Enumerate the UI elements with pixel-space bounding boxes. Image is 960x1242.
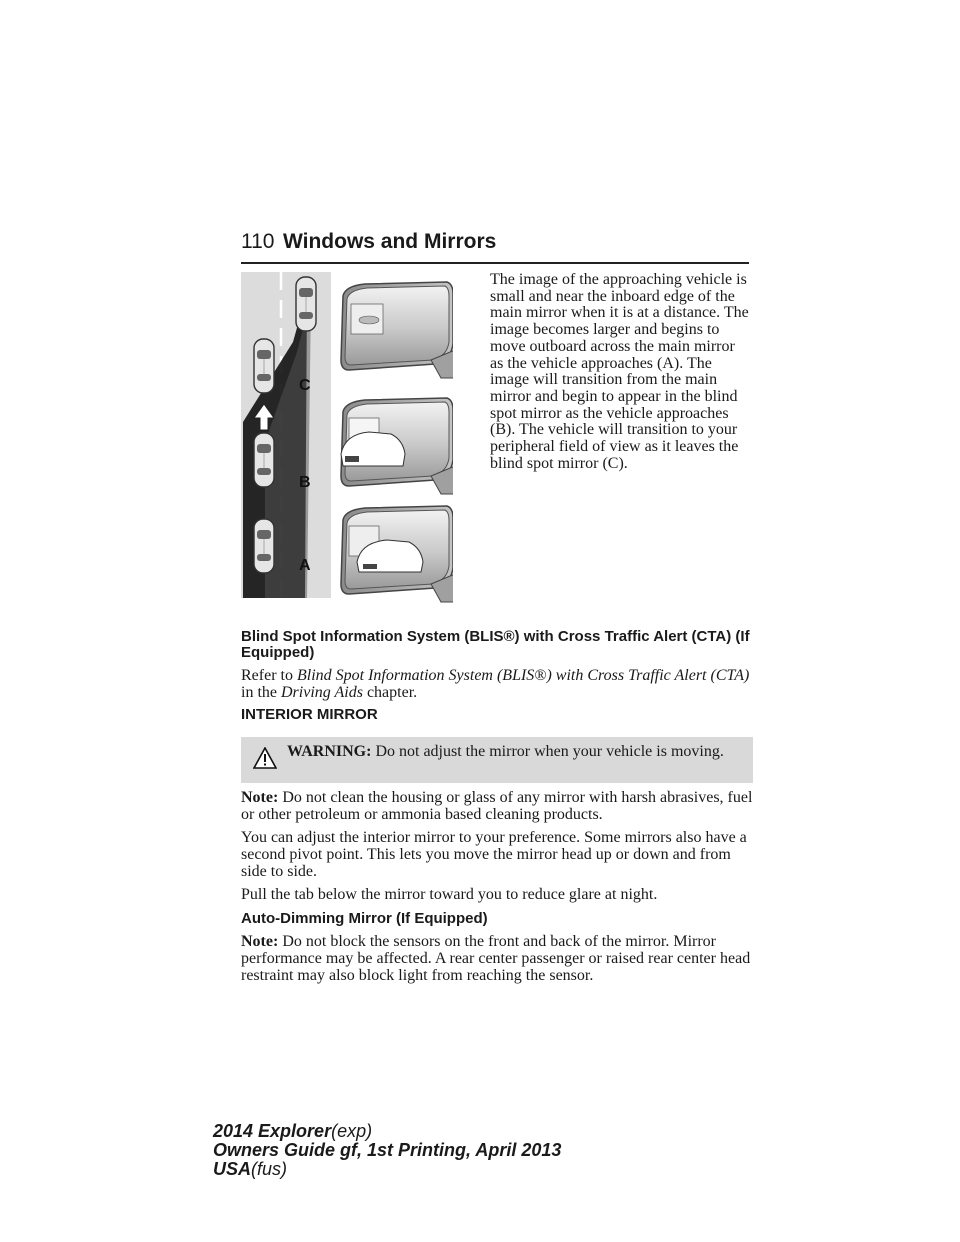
- page-header: [241, 230, 749, 264]
- blis-heading: Blind Spot Information System (BLIS®) with Cross Traffic Alert (CTA) (If Equipped): [241, 628, 750, 661]
- note-sensors: Note: Do not block the sensors on the front and back of the mirror. Mirror performance may be affected. A rear center passenger or raised rear center head restraint may also block light from reaching the sensor.: [241, 933, 751, 984]
- intro-paragraph: The image of the approaching vehicle is small and near the inboard edge of the main mirror when it is at a distance. The image becomes larger and begins to move outboard across the main mirror as the vehicle approaches (A). The image will transition from the main mirror and begin to appear in the blind spot mirror as the vehicle approaches (B). The vehicle will transition to your peripheral field of view as it leaves the blind spot mirror (C).: [490, 271, 749, 472]
- mirror-b: [341, 398, 453, 494]
- pull-tab-paragraph: Pull the tab below the mirror toward you to reduce glare at night.: [241, 886, 658, 903]
- label-c: C: [299, 377, 311, 394]
- label-a: A: [299, 557, 311, 574]
- label-b: B: [299, 474, 311, 491]
- footer-region: USA: [213, 1159, 252, 1179]
- blis-reference-title: Blind Spot Information System (BLIS®) with Cross Traffic Alert (CTA): [296, 667, 750, 684]
- mirror-a: [341, 506, 453, 602]
- footer-model: 2014 Explorer: [213, 1121, 332, 1141]
- interior-mirror-heading: INTERIOR MIRROR: [241, 706, 378, 723]
- page-footer: 2014 Explorer(exp) Owners Guide gf, 1st Printing, April 2013 USA(fus): [213, 1121, 562, 1179]
- warning-text: WARNING: Do not adjust the mirror when your vehicle is moving.: [287, 743, 724, 760]
- blind-spot-illustration: [241, 272, 453, 606]
- adjust-paragraph: You can adjust the interior mirror to your preference. Some mirrors also have a second pivot point. This lets you move the mirror head up or down and from side to side.: [241, 829, 747, 880]
- auto-dimming-heading: Auto-Dimming Mirror (If Equipped): [241, 910, 488, 927]
- blind-spot-mirror-figure: [241, 272, 453, 606]
- warning-box: [241, 737, 753, 783]
- footer-guide: Owners Guide gf, 1st Printing, April 2013: [213, 1140, 562, 1160]
- blis-reference: Refer to Blind Spot Information System (BLIS®) with Cross Traffic Alert (CTA) in the Driving Aids chapter.: [241, 667, 750, 701]
- main-content: [241, 629, 753, 984]
- mirror-c: [341, 282, 453, 378]
- page-number: 110: [241, 230, 275, 253]
- chapter-title: Windows and Mirrors: [283, 230, 497, 253]
- note-cleaning: Note: Do not clean the housing or glass of any mirror with harsh abrasives, fuel or other petroleum or ammonia based cleaning products.: [241, 789, 753, 823]
- warning-triangle-icon: [253, 747, 277, 769]
- driving-aids-reference: Driving Aids: [281, 684, 363, 701]
